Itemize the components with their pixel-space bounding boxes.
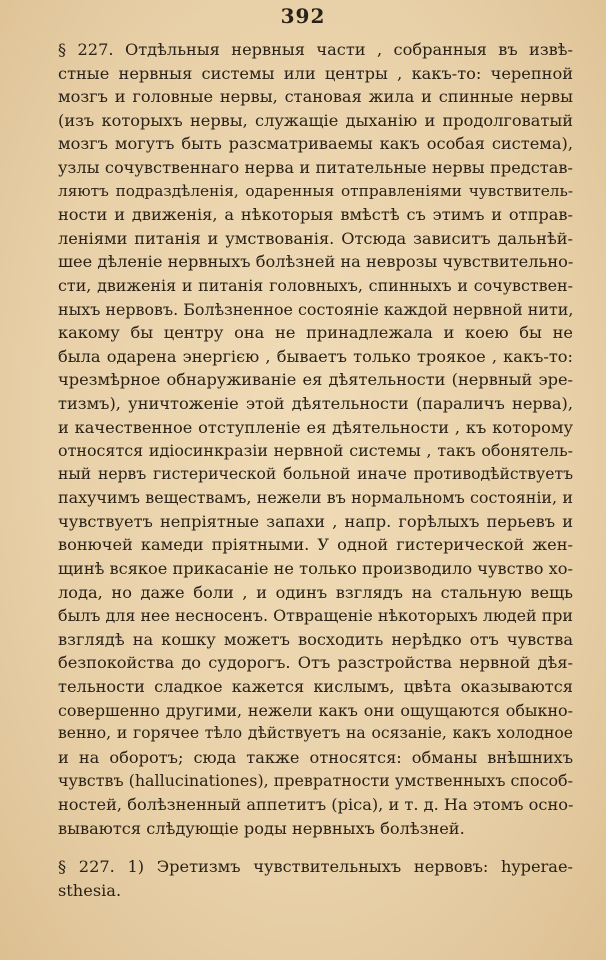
text-line: ности и движенія, а нѣкоторыя вмѣстѣ съ этимъ и отправ- <box>58 205 573 225</box>
text-line: чрезмѣрное обнаруживаніе ея дѣятельности (нервный эре- <box>58 370 573 390</box>
text-line: и на оборотъ; сюда также относятся: обманы внѣшнихъ <box>58 747 573 767</box>
text-line: узлы сочувственнаго нерва и питательные нервы представ- <box>58 157 573 177</box>
paragraph-body <box>58 38 573 840</box>
text-line: взглядѣ на кошку можетъ восходить нерѣдко отъ чувства <box>58 629 573 649</box>
text-line: сти, движенія и питанія головныхъ, спинныхъ и сочувствен- <box>58 275 573 295</box>
text-line: чувствуетъ непріятные запахи , напр. горѣлыхъ перьевъ и <box>58 511 573 531</box>
text-line: вываются слѣдующіе роды нервныхъ болѣзней. <box>58 818 465 838</box>
text-line: безпокойства до судорогъ. Отъ разстройства нервной дѣя- <box>58 653 573 673</box>
text-line: мозгъ и головные нервы, становая жила и спинные нервы <box>58 87 573 107</box>
text-line: ныхъ нервовъ. Болѣзненное состояніе каждой нервной нити, <box>58 299 573 319</box>
text-line: ляютъ подраздѣленія, одаренныя отправленіями чувствитель- <box>58 181 573 200</box>
text-line: щинѣ всякое прикасаніе не только производило чувство хо- <box>58 559 573 579</box>
text-line: пахучимъ веществамъ, нежели въ нормальномъ состояніи, и <box>58 488 573 508</box>
heading-line: sthesia. <box>58 880 122 900</box>
page-number: 392 <box>280 4 326 28</box>
text-line: шее дѣленіе нервныхъ болѣзней на неврозы чувствительно- <box>58 252 573 272</box>
text-line: мозгъ могутъ быть разсматриваемы какъ особая система), <box>58 134 573 154</box>
text-line: (изъ которыхъ нервы, служащіе дыханію и продолговатый <box>58 110 573 130</box>
text-line: вонючей камеди пріятными. У одной гистерической жен- <box>58 535 573 555</box>
text-line: § 227. Отдѣльныя нервныя части , собранныя въ извѣ- <box>58 40 573 59</box>
text-line: ный нервъ гистерической больной иначе противодѣйствуетъ <box>58 464 573 483</box>
text-line: венно, и горячее тѣло дѣйствуетъ на осязаніе, какъ холодное <box>58 724 573 743</box>
text-line: совершенно другими, нежели какъ они ощущаются обыкно- <box>58 700 573 720</box>
text-line: былъ для нее несносенъ. Отвращеніе нѣкоторыхъ людей при <box>58 606 573 626</box>
heading-line: § 227. 1) Эретизмъ чувствительныхъ нервовъ: hyperae- <box>58 857 573 876</box>
section-heading <box>58 855 573 902</box>
text-line: стные нервныя системы или центры , какъ-то: черепной <box>58 63 573 83</box>
text-line: была одарена энергією , бываетъ только троякое , какъ-то: <box>58 346 573 366</box>
text-line: ностей, болѣзненный аппетитъ (pica), и т. д. На этомъ осно- <box>58 795 573 814</box>
text-line: леніями питанія и умствованія. Отсюда зависитъ дальнѣй- <box>58 228 573 248</box>
text-line: тельности сладкое кажется кислымъ, цвѣта оказываются <box>58 677 573 697</box>
text-line: и качественное отступленіе ея дѣятельности , къ которому <box>58 417 573 437</box>
text-line: относятся идіосинкразіи нервной системы , такъ обонятель- <box>58 441 573 461</box>
text-line: чувствъ (hallucinationes), превратности умственныхъ способ- <box>58 771 573 791</box>
text-line: тизмъ), уничтоженіе этой дѣятельности (параличъ нерва), <box>58 393 573 413</box>
text-line: какому бы центру она не принадлежала и коею бы не <box>58 323 573 343</box>
text-line: лода, но даже боли , и одинъ взглядъ на стальную вещь <box>58 582 573 602</box>
